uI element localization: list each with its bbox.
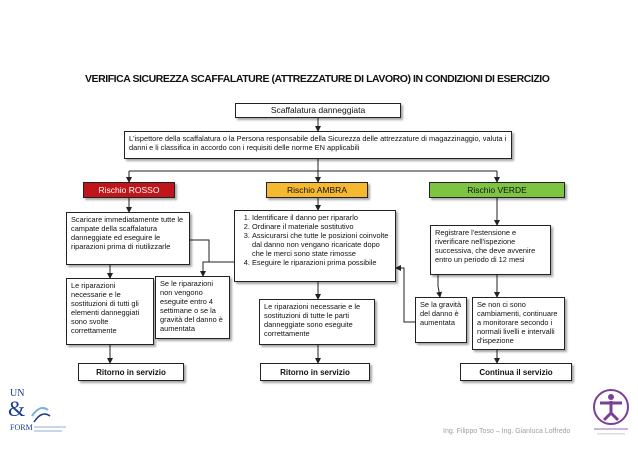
node-green-continue: Continua il servizio <box>460 363 572 381</box>
node-green-worsened: Se la gravità del danno è aumentata <box>415 297 467 343</box>
page-title: VERIFICA SICUREZZA SCAFFALATURE (ATTREZZATURE DI LAVORO) IN CONDIZIONI DI ESERCIZIO <box>85 73 550 85</box>
node-red-return: Ritorno in servizio <box>78 363 184 381</box>
amber-step-list <box>239 213 391 267</box>
arrow-green-to-amber <box>396 268 415 322</box>
node-amber-steps <box>234 210 396 282</box>
amber-step-3: 3. Assicurarsi che tutte le posizioni coinvolte dal danno non vengano ricaricate dopo che le merci sono state rimosse <box>252 231 391 258</box>
amber-step-1: 1. Identificare il danno per ripararlo <box>252 213 391 222</box>
node-green-register: Registrare l'estensione e riverificare nell'ispezione successiva, che deve avvenire entro un periodo di 12 mesi <box>430 225 551 275</box>
uniformazione-logo <box>4 382 74 437</box>
risk-red-word: ROSSO <box>128 184 160 195</box>
node-amber-repairs-done: Le riparazioni necessarie e le sostituzioni di tutte le parti danneggiate sono eseguite correttamente <box>259 299 375 345</box>
node-green-no-change: Se non ci sono cambiamenti, continuare a monitorare secondo i normali livelli e intervalli d'ispezione <box>472 297 565 350</box>
amber-step-4: 4. Eseguire le riparazioni prima possibile <box>252 258 391 267</box>
svg-text:FORM: FORM <box>10 423 33 432</box>
node-red-unload: Scaricare immediatamente tutte le campate della scaffalatura danneggiate ed eseguire le riparazioni prima di riutilizzarle <box>66 212 190 265</box>
node-amber-return: Ritorno in servizio <box>260 363 370 381</box>
node-red-repairs-done: Le riparazioni necessarie e le sostituzioni di tutti gli elementi danneggiati sono svolte correttamente <box>66 278 154 345</box>
node-risk-green <box>429 182 565 198</box>
svg-text:UN: UN <box>10 388 25 399</box>
risk-red-prefix: Rischio <box>98 184 127 195</box>
node-damaged-shelving: Scaffalatura danneggiata <box>235 103 401 118</box>
svg-text:&: & <box>8 396 26 421</box>
arrow-green-left <box>438 275 440 297</box>
node-red-side-condition: Se le riparazioni non vengono eseguite entro 4 settimane o se la gravità del danno è aumentata <box>155 276 230 339</box>
node-inspector-evaluation: L'ispettore della scaffalatura o la Persona responsabile della Sicurezza delle attrezzature di magazzinaggio, valuta i danni e li classifica in accordo con i requisiti delle norme EN applicabili <box>124 131 512 159</box>
risk-green-prefix: Rischio <box>467 184 496 195</box>
aresline-logo <box>588 387 634 439</box>
amber-step-2: 2. Ordinare il materiale sostitutivo <box>252 222 391 231</box>
arrow-amber-to-red-side <box>203 262 234 276</box>
footer-authors: Ing. Filippo Toso – Ing. Gianluca Loffredo <box>443 428 571 435</box>
risk-green-word: VERDE <box>497 184 527 195</box>
node-risk-amber: Rischio AMBRA <box>266 182 368 198</box>
node-risk-red <box>83 182 175 198</box>
